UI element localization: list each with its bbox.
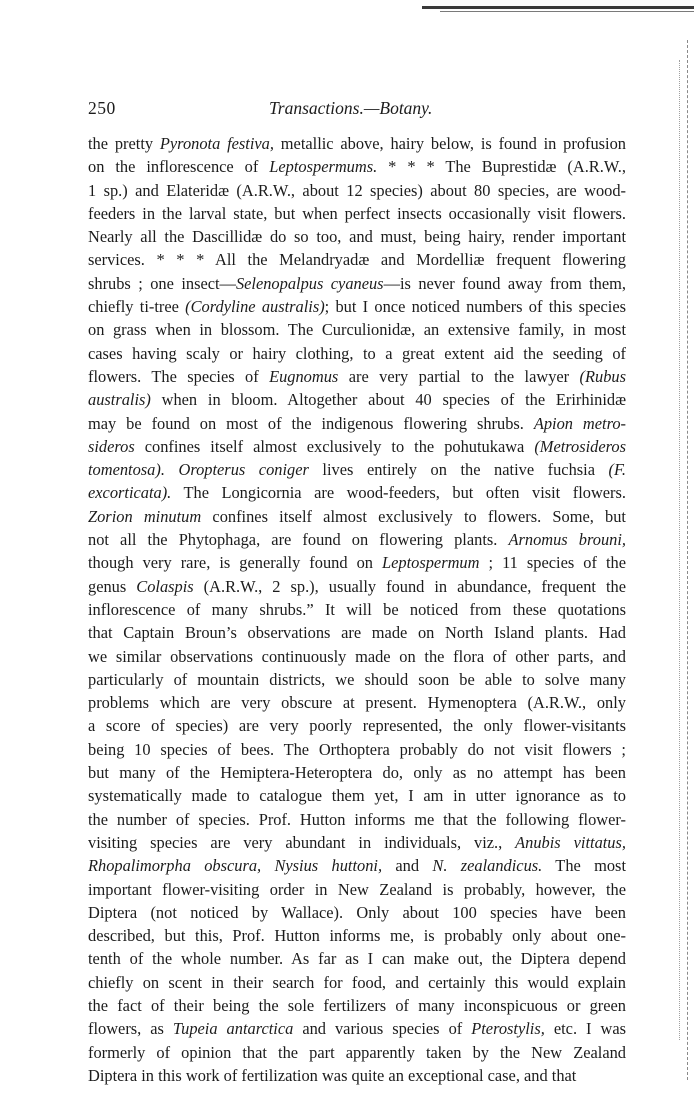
italic-text: Arnomus brouni, (508, 530, 626, 550)
text-segment: the fact of their being the sole fertilizers of many inconspicuous or green (88, 995, 626, 1015)
text-segment: services. * * * All the Melandryadæ and Mordelliæ frequent flowering (88, 250, 626, 270)
text-segment: though very rare, is generally found on (88, 553, 383, 573)
text-segment: etc. I was (544, 1019, 626, 1039)
text-segment: not all the Phytophaga, are found on flowering plants. (88, 530, 509, 550)
text-segment: chiefly ti-tree (88, 297, 186, 317)
page-number: 250 (88, 98, 116, 118)
text-segment: metallic above, hairy below, is found in profusion (273, 134, 627, 153)
text-line (88, 342, 626, 365)
text-segment: inflorescence of many shrubs.” It will be noticed from these quotations (88, 599, 626, 619)
text-segment: shrubs ; one insect— (88, 273, 236, 293)
italic-text: Pyronota festiva, (159, 134, 274, 153)
text-line (88, 947, 626, 970)
page-edge-binding (686, 40, 688, 1080)
text-line (88, 295, 626, 318)
text-segment: lives entirely on the native fuchsia (308, 460, 609, 480)
italic-text: Zorion minutum (88, 506, 202, 526)
text-line (88, 155, 626, 178)
text-line (88, 901, 626, 924)
text-segment: tenth of the whole number. As far as I can make out, the Diptera depend (88, 949, 626, 969)
text-line (88, 784, 626, 807)
text-line (88, 481, 626, 504)
text-segment: cases having scaly or hairy clothing, to a great extent aid the seeding of (88, 343, 626, 363)
italic-text: (F. (608, 460, 626, 480)
page-edge-binding-inner (678, 60, 680, 1040)
text-segment: feeders in the larval state, but when perfect insects occasionally visit flowers. (88, 203, 626, 223)
italic-text: (Rubus (579, 366, 626, 386)
text-segment: flowers. The species of (88, 366, 270, 386)
text-segment: The most (542, 856, 626, 876)
text-segment: and (382, 856, 433, 876)
text-line (88, 994, 626, 1017)
text-segment: a score of species) are very poorly represented, the only flower-visitants (88, 716, 626, 736)
text-segment: described, but this, Prof. Hutton informs me, is probably only about one- (88, 926, 626, 946)
italic-text: Tupeia antarctica (172, 1019, 294, 1039)
text-line (88, 318, 626, 341)
text-segment: the number of species. Prof. Hutton informs me that the following flower- (88, 809, 626, 829)
text-line (88, 528, 626, 551)
italic-text: australis) (88, 390, 151, 410)
italic-text: sideros (88, 436, 135, 456)
text-segment: systematically made to catalogue them yet, I am in utter ignorance as to (88, 786, 626, 806)
text-segment: on grass when in blossom. The Curculionidæ, an extensive family, in most (88, 320, 626, 340)
italic-text: Anubis vittatus, (515, 832, 626, 852)
text-segment: genus (88, 576, 137, 596)
text-segment: ; but I once noticed numbers of this species (324, 297, 626, 317)
italic-text: tomentosa). (88, 460, 165, 480)
italic-text: N. zealandicus. (432, 856, 543, 876)
text-segment: visiting species are very abundant in individuals, viz., (88, 832, 516, 852)
text-segment: * * * The Buprestidæ (A.R.W., (377, 157, 626, 177)
text-line (88, 1017, 626, 1040)
text-line (88, 971, 626, 994)
text-line (88, 179, 626, 202)
text-segment: are very partial to the lawyer (338, 366, 580, 386)
body-text (88, 132, 626, 1087)
text-line (88, 272, 626, 295)
text-line (88, 1064, 626, 1087)
text-segment: —is never found away from them, (383, 273, 626, 293)
italic-text: (Cordyline australis) (185, 297, 325, 317)
text-segment: Nearly all the Dascillidæ do so too, and must, being hairy, render important (88, 227, 626, 247)
text-segment: being 10 species of bees. The Orthoptera probably do not visit flowers ; (88, 739, 626, 759)
text-segment: we similar observations continuously made on the flora of other parts, and (88, 646, 626, 666)
text-segment: important flower-visiting order in New Zealand is probably, however, the (88, 879, 626, 899)
text-segment: when in bloom. Altogether about 40 species of the Erirhinidæ (150, 390, 626, 410)
text-line (88, 458, 626, 481)
text-line (88, 575, 626, 598)
text-line (88, 225, 626, 248)
text-segment: formerly of opinion that the part apparently taken by the New Zealand (88, 1042, 626, 1062)
italic-text: Colaspis (136, 576, 194, 596)
text-segment: The Longicornia are wood-feeders, but often visit flowers. (171, 483, 626, 503)
text-line (88, 738, 626, 761)
text-segment: but many of the Hemiptera-Heteroptera do, only as no attempt has been (88, 763, 626, 783)
text-segment (165, 460, 179, 479)
italic-text: excorticata). (88, 483, 172, 503)
text-line (88, 412, 626, 435)
text-segment: and various species of (293, 1019, 472, 1039)
text-segment: the pretty (88, 134, 160, 153)
running-head: Transactions.—Botany. (269, 98, 433, 118)
italic-text: Rhopalimorpha obscura, Nysius huttoni, (88, 856, 383, 876)
text-line (88, 202, 626, 225)
text-segment: flowers, as (88, 1019, 173, 1039)
text-line (88, 1041, 626, 1064)
text-line (88, 598, 626, 621)
text-segment: (A.R.W., 2 sp.), usually found in abundance, frequent the (193, 576, 626, 596)
text-line (88, 551, 626, 574)
text-segment: on the inflorescence of (88, 157, 270, 177)
text-line (88, 365, 626, 388)
italic-text: (Metrosideros (534, 436, 626, 456)
text-segment: Diptera (not noticed by Wallace). Only about 100 species have been (88, 902, 626, 922)
text-segment: problems which are very obscure at present. Hymenoptera (A.R.W., only (88, 693, 626, 713)
text-line (88, 621, 626, 644)
text-line (88, 808, 626, 831)
text-segment: ; 11 species of the (479, 553, 626, 573)
text-line (88, 645, 626, 668)
italic-text: Leptospermums. (269, 157, 378, 177)
text-segment: 1 sp.) and Elateridæ (A.R.W., about 12 species) about 80 species, are wood- (88, 180, 626, 200)
top-edge-rule-thin (440, 11, 694, 12)
italic-text: Pterostylis, (471, 1019, 545, 1039)
text-line (88, 924, 626, 947)
text-line (88, 248, 626, 271)
italic-text: Selenopalpus cyaneus (235, 273, 384, 293)
text-line (88, 668, 626, 691)
text-segment: confines itself almost exclusively to the pohutukawa (134, 436, 535, 456)
page-header (88, 98, 626, 122)
text-line (88, 505, 626, 528)
text-segment: confines itself almost exclusively to flowers. Some, but (201, 506, 626, 526)
text-line (88, 854, 626, 877)
text-segment: particularly of mountain districts, we should soon be able to solve many (88, 669, 626, 689)
text-line (88, 714, 626, 737)
italic-text: Eugnomus (269, 366, 339, 386)
top-edge-rule (422, 6, 694, 9)
italic-text: Apion metro- (533, 413, 627, 433)
text-line (88, 831, 626, 854)
text-line (88, 388, 626, 411)
text-line (88, 691, 626, 714)
text-line (88, 132, 626, 155)
text-line (88, 878, 626, 901)
text-segment: that Captain Broun’s observations are made on North Island plants. Had (88, 623, 626, 643)
text-segment: may be found on most of the indigenous flowering shrubs. (88, 413, 534, 433)
text-segment: chiefly on scent in their search for food, and certainly this would explain (88, 972, 626, 992)
text-segment: Diptera in this work of fertilization was quite an exceptional case, and that (88, 1065, 577, 1085)
italic-text: Oropterus coniger (178, 460, 309, 480)
italic-text: Leptospermum (382, 553, 480, 573)
text-line (88, 761, 626, 784)
text-line (88, 435, 626, 458)
